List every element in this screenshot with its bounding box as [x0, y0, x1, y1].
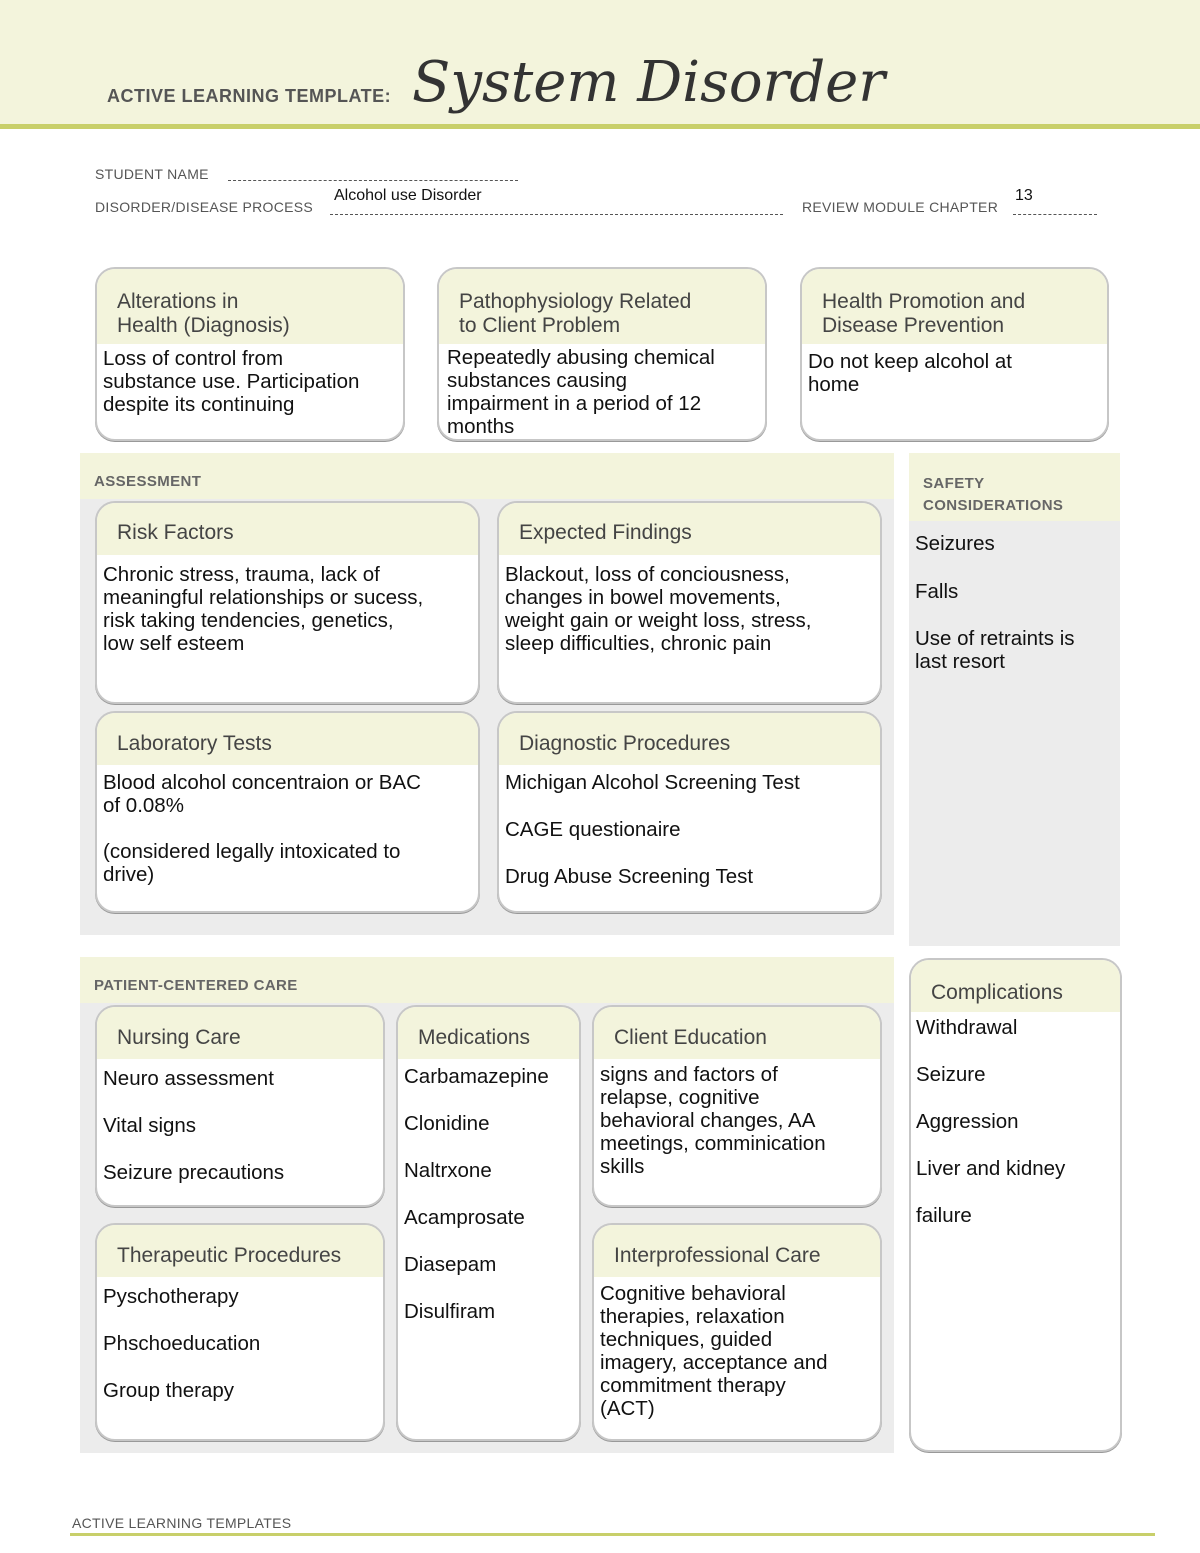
- list-item: Aggression: [916, 1110, 1019, 1133]
- health-promotion-title: Health Promotion and Disease Prevention: [802, 269, 1107, 344]
- list-item: Vital signs: [103, 1114, 197, 1137]
- complications-list[interactable]: [911, 1012, 1120, 1231]
- interprofessional-care-box: [592, 1223, 882, 1441]
- alterations-body[interactable]: Loss of control from substance use. Participation despite its continuing: [103, 347, 360, 416]
- risk-factors-box: [95, 501, 480, 704]
- therapeutic-procedures-list[interactable]: [97, 1277, 383, 1410]
- safety-label-line1: SAFETY: [923, 475, 985, 492]
- chapter-field[interactable]: [1013, 187, 1097, 215]
- health-promotion-box: [800, 267, 1109, 441]
- diagnostic-procedures-title: Diagnostic Procedures: [499, 713, 880, 765]
- list-item: Naltrxone: [404, 1159, 492, 1182]
- chapter-label: REVIEW MODULE CHAPTER: [802, 199, 999, 215]
- list-item: Pyschotherapy: [103, 1285, 239, 1308]
- list-item: Phschoeducation: [103, 1332, 261, 1355]
- client-education-box: [592, 1005, 882, 1207]
- list-item: Neuro assessment: [103, 1067, 274, 1090]
- disorder-label: DISORDER/DISEASE PROCESS: [95, 199, 314, 215]
- list-item: Carbamazepine: [404, 1065, 549, 1088]
- list-item: Michigan Alcohol Screening Test: [505, 771, 800, 794]
- diagnostic-procedures-list[interactable]: [499, 765, 880, 894]
- list-item: Group therapy: [103, 1379, 235, 1402]
- medications-list[interactable]: [398, 1059, 579, 1329]
- patient-care-label: PATIENT-CENTERED CARE: [80, 957, 894, 1003]
- list-item: failure: [916, 1204, 972, 1227]
- template-label: ACTIVE LEARNING TEMPLATE:: [107, 86, 392, 106]
- footer-divider: [70, 1533, 1155, 1536]
- footer-label: ACTIVE LEARNING TEMPLATES: [72, 1515, 292, 1531]
- list-item: Diasepam: [404, 1253, 497, 1276]
- expected-findings-body[interactable]: Blackout, loss of conciousness, changes in bowel movements, weight gain or weight loss, stress, sleep difficulties, chronic pain: [505, 563, 812, 655]
- therapeutic-procedures-title: Therapeutic Procedures: [97, 1225, 383, 1277]
- client-education-title: Client Education: [594, 1007, 880, 1059]
- list-item: Seizures: [915, 532, 995, 555]
- safety-label-line2: CONSIDERATIONS: [923, 497, 1064, 514]
- complications-box: [909, 958, 1122, 1452]
- list-item: Seizure: [916, 1063, 986, 1086]
- safety-section: [909, 453, 1120, 946]
- disorder-field[interactable]: [330, 187, 783, 215]
- list-item: Seizure precautions: [103, 1161, 285, 1184]
- therapeutic-procedures-box: [95, 1223, 385, 1441]
- list-item: Disulfiram: [404, 1300, 496, 1323]
- list-item: Withdrawal: [916, 1016, 1018, 1039]
- medications-box: [396, 1005, 581, 1441]
- student-name-field[interactable]: [228, 164, 518, 181]
- risk-factors-body[interactable]: Chronic stress, trauma, lack of meaningful relationships or sucess, risk taking tendencies, genetics, low self esteem: [103, 563, 424, 655]
- page-title: System Disorder: [412, 50, 886, 115]
- laboratory-tests-body[interactable]: Blood alcohol concentraion or BAC of 0.08% (considered legally intoxicated to drive): [103, 771, 421, 886]
- list-item: Use of retraints is last resort: [915, 627, 1075, 673]
- chapter-value: 13: [1015, 187, 1033, 204]
- list-item: Falls: [915, 580, 959, 603]
- alterations-title: Alterations in Health (Diagnosis): [97, 269, 403, 344]
- pathophysiology-box: [437, 267, 767, 441]
- client-education-body[interactable]: signs and factors of relapse, cognitive behavioral changes, AA meetings, comminication skills: [600, 1063, 826, 1178]
- interprofessional-care-title: Interprofessional Care: [594, 1225, 880, 1277]
- laboratory-tests-box: [95, 711, 480, 913]
- pathophysiology-body[interactable]: Repeatedly abusing chemical substances causing impairment in a period of 12 months: [447, 346, 715, 438]
- list-item: Clonidine: [404, 1112, 490, 1135]
- disorder-value: Alcohol use Disorder: [334, 187, 482, 204]
- nursing-care-list[interactable]: [97, 1059, 383, 1192]
- expected-findings-title: Expected Findings: [499, 503, 880, 555]
- list-item: Drug Abuse Screening Test: [505, 865, 754, 888]
- health-promotion-body[interactable]: Do not keep alcohol at home: [808, 350, 1012, 396]
- risk-factors-title: Risk Factors: [97, 503, 478, 555]
- complications-title: Complications: [911, 960, 1120, 1012]
- list-item: CAGE questionaire: [505, 818, 681, 841]
- expected-findings-box: [497, 501, 882, 704]
- pathophysiology-title: Pathophysiology Related to Client Problem: [439, 269, 765, 344]
- nursing-care-box: [95, 1005, 385, 1207]
- interprofessional-care-body[interactable]: Cognitive behavioral therapies, relaxation techniques, guided imagery, acceptance and commitment therapy (ACT): [600, 1282, 828, 1420]
- student-name-label: STUDENT NAME: [95, 166, 209, 182]
- safety-label: [909, 453, 1120, 521]
- diagnostic-procedures-box: [497, 711, 882, 913]
- medications-title: Medications: [398, 1007, 579, 1059]
- alterations-in-health-box: [95, 267, 405, 441]
- nursing-care-title: Nursing Care: [97, 1007, 383, 1059]
- assessment-label: ASSESSMENT: [80, 453, 894, 499]
- safety-list[interactable]: [915, 532, 1115, 673]
- list-item: Acamprosate: [404, 1206, 525, 1229]
- list-item: Liver and kidney: [916, 1157, 1066, 1180]
- laboratory-tests-title: Laboratory Tests: [97, 713, 478, 765]
